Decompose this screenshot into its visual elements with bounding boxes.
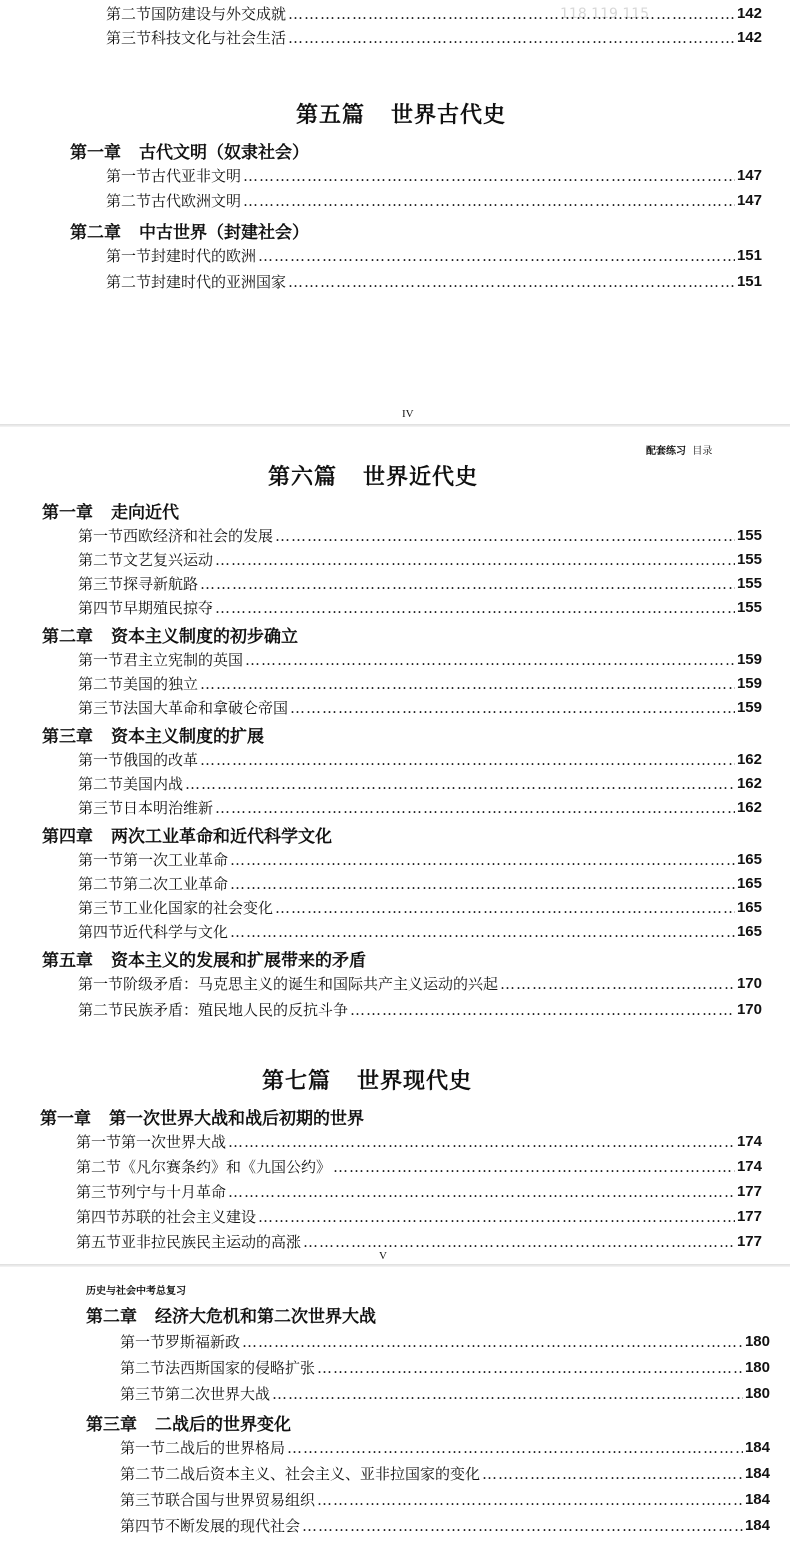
page-number: 162 bbox=[736, 775, 762, 792]
chapter-title: 走向近代 bbox=[111, 503, 179, 523]
toc-entry[interactable] bbox=[78, 598, 762, 618]
chapter-label: 第三章 bbox=[42, 727, 93, 747]
section-label: 第四节 bbox=[78, 599, 124, 617]
dot-leader bbox=[317, 1490, 743, 1510]
chapter-label: 第一章 bbox=[40, 1109, 91, 1129]
section-label: 第二节 bbox=[76, 1158, 122, 1176]
dot-leader bbox=[272, 1384, 743, 1404]
page-number: 151 bbox=[736, 247, 762, 264]
section-label: 第二节 bbox=[78, 551, 124, 569]
section-label: 第一节 bbox=[78, 851, 124, 869]
dot-leader bbox=[215, 598, 735, 618]
chapter-heading[interactable] bbox=[42, 946, 366, 971]
section-title: 不断发展的现代社会 bbox=[165, 1517, 301, 1535]
page-number: 184 bbox=[744, 1439, 770, 1456]
dot-leader bbox=[290, 698, 735, 718]
toc-page-vi bbox=[0, 1262, 790, 1545]
section-label: 第三节 bbox=[120, 1385, 166, 1403]
page-number: 159 bbox=[736, 699, 762, 716]
page-number: 159 bbox=[736, 675, 762, 692]
chapter-heading[interactable] bbox=[42, 622, 298, 647]
header-book: 配套练习 bbox=[646, 446, 686, 457]
chapter-heading[interactable] bbox=[40, 1104, 364, 1129]
dot-leader bbox=[230, 850, 735, 870]
dot-leader bbox=[482, 1464, 743, 1484]
part-label: 第七篇 bbox=[262, 1069, 332, 1094]
dot-leader bbox=[200, 574, 735, 594]
section-label: 第三节 bbox=[120, 1491, 166, 1509]
section-label: 第二节 bbox=[106, 273, 152, 291]
section-title: 科技文化与社会生活 bbox=[151, 29, 287, 47]
page-number: 170 bbox=[736, 1001, 762, 1018]
toc-entry[interactable] bbox=[78, 674, 762, 694]
chapter-title: 二战后的世界变化 bbox=[155, 1415, 291, 1435]
page-number: 165 bbox=[736, 923, 762, 940]
page-number: 165 bbox=[736, 851, 762, 868]
toc-entry[interactable] bbox=[78, 974, 762, 994]
running-header bbox=[646, 442, 712, 457]
section-label: 第四节 bbox=[76, 1208, 122, 1226]
toc-entry[interactable] bbox=[106, 28, 762, 48]
section-title: 法国大革命和拿破仑帝国 bbox=[123, 699, 289, 717]
page-number: 147 bbox=[736, 192, 762, 209]
chapter-label: 第一章 bbox=[70, 143, 121, 163]
page-number: 177 bbox=[736, 1233, 762, 1250]
section-label: 第二节 bbox=[106, 192, 152, 210]
section-title: 列宁与十月革命 bbox=[121, 1183, 227, 1201]
section-title: 二战后的世界格局 bbox=[165, 1439, 286, 1457]
dot-leader bbox=[303, 1232, 735, 1252]
section-title: 民族矛盾：殖民地人民的反抗斗争 bbox=[123, 1001, 349, 1019]
page-numeral: V bbox=[379, 1250, 387, 1262]
part-label: 第五篇 bbox=[296, 103, 366, 128]
page-number: 155 bbox=[736, 575, 762, 592]
section-label: 第一节 bbox=[120, 1333, 166, 1351]
section-label: 第二节 bbox=[78, 875, 124, 893]
part-title: 世界近代史 bbox=[363, 465, 479, 490]
part-heading bbox=[262, 1064, 472, 1095]
section-title: 早期殖民掠夺 bbox=[123, 599, 214, 617]
page-numeral: IV bbox=[402, 408, 414, 420]
toc-entry[interactable] bbox=[78, 1000, 762, 1020]
page-number: 184 bbox=[744, 1491, 770, 1508]
section-title: 美国内战 bbox=[123, 775, 184, 793]
chapter-title: 古代文明（奴隶社会） bbox=[139, 143, 309, 163]
chapter-heading[interactable] bbox=[70, 218, 309, 243]
toc-entry[interactable] bbox=[120, 1464, 770, 1484]
bleed-through-text: 118 119 115 bbox=[560, 6, 650, 22]
page-number: 180 bbox=[744, 1385, 770, 1402]
header-section: 目录 bbox=[692, 446, 713, 457]
dot-leader bbox=[288, 28, 735, 48]
section-title: 近代科学与文化 bbox=[123, 923, 229, 941]
section-label: 第一节 bbox=[106, 247, 152, 265]
section-label: 第二节 bbox=[78, 675, 124, 693]
chapter-label: 第二章 bbox=[42, 627, 93, 647]
part-title: 世界现代史 bbox=[357, 1069, 473, 1094]
section-title: 日本明治维新 bbox=[123, 799, 214, 817]
toc-entry[interactable] bbox=[76, 1132, 762, 1152]
toc-entry[interactable] bbox=[78, 798, 762, 818]
toc-page-iv bbox=[0, 0, 790, 420]
part-heading bbox=[296, 98, 506, 129]
dot-leader bbox=[317, 1358, 743, 1378]
section-label: 第一节 bbox=[78, 527, 124, 545]
chapter-label: 第四章 bbox=[42, 827, 93, 847]
page-number: 174 bbox=[736, 1158, 762, 1175]
toc-entry[interactable] bbox=[120, 1490, 770, 1510]
section-label: 第二节 bbox=[106, 5, 152, 23]
toc-entry[interactable] bbox=[76, 1157, 762, 1177]
toc-entry[interactable] bbox=[106, 246, 762, 266]
section-title: 二战后资本主义、社会主义、亚非拉国家的变化 bbox=[165, 1465, 481, 1483]
section-label: 第三节 bbox=[78, 799, 124, 817]
dot-leader bbox=[288, 272, 735, 292]
page-number: 155 bbox=[736, 599, 762, 616]
section-label: 第一节 bbox=[78, 751, 124, 769]
toc-entry[interactable] bbox=[106, 4, 762, 24]
section-title: 苏联的社会主义建设 bbox=[121, 1208, 257, 1226]
chapter-label: 第五章 bbox=[42, 951, 93, 971]
chapter-heading[interactable] bbox=[42, 498, 179, 523]
page-number: 165 bbox=[736, 875, 762, 892]
part-heading bbox=[268, 460, 478, 491]
dot-leader bbox=[287, 1438, 743, 1458]
toc-entry[interactable] bbox=[120, 1332, 770, 1352]
section-title: 古代欧洲文明 bbox=[151, 192, 242, 210]
toc-entry[interactable] bbox=[78, 874, 762, 894]
section-title: 封建时代的亚洲国家 bbox=[151, 273, 287, 291]
section-label: 第一节 bbox=[120, 1439, 166, 1457]
section-title: 联合国与世界贸易组织 bbox=[165, 1491, 316, 1509]
dot-leader bbox=[230, 874, 735, 894]
section-title: 封建时代的欧洲 bbox=[151, 247, 257, 265]
chapter-title: 资本主义的发展和扩展带来的矛盾 bbox=[111, 951, 366, 971]
page-number: 170 bbox=[736, 975, 762, 992]
dot-leader bbox=[185, 774, 735, 794]
section-label: 第二节 bbox=[78, 775, 124, 793]
chapter-title: 第一次世界大战和战后初期的世界 bbox=[109, 1109, 364, 1129]
page-number: 162 bbox=[736, 799, 762, 816]
chapter-label: 第三章 bbox=[86, 1415, 137, 1435]
toc-entry[interactable] bbox=[76, 1182, 762, 1202]
section-title: 第二次世界大战 bbox=[165, 1385, 271, 1403]
page-number: 177 bbox=[736, 1183, 762, 1200]
part-label: 第六篇 bbox=[268, 465, 338, 490]
toc-entry[interactable] bbox=[78, 574, 762, 594]
section-title: 文艺复兴运动 bbox=[123, 551, 214, 569]
toc-entry[interactable] bbox=[120, 1438, 770, 1458]
section-title: 第一次世界大战 bbox=[121, 1133, 227, 1151]
page-number: 151 bbox=[736, 273, 762, 290]
section-title: 古代亚非文明 bbox=[151, 167, 242, 185]
chapter-heading[interactable] bbox=[86, 1302, 376, 1327]
section-label: 第四节 bbox=[78, 923, 124, 941]
toc-entry[interactable] bbox=[78, 774, 762, 794]
dot-leader bbox=[333, 1157, 735, 1177]
section-title: 探寻新航路 bbox=[123, 575, 199, 593]
chapter-title: 资本主义制度的初步确立 bbox=[111, 627, 298, 647]
section-title: 国防建设与外交成就 bbox=[151, 5, 287, 23]
chapter-title: 中古世界（封建社会） bbox=[139, 223, 309, 243]
section-title: 罗斯福新政 bbox=[165, 1333, 241, 1351]
page-number: 165 bbox=[736, 899, 762, 916]
dot-leader bbox=[275, 526, 735, 546]
toc-entry[interactable] bbox=[78, 850, 762, 870]
chapter-heading[interactable] bbox=[70, 138, 309, 163]
section-title: 第一次工业革命 bbox=[123, 851, 229, 869]
toc-entry[interactable] bbox=[120, 1384, 770, 1404]
dot-leader bbox=[242, 1332, 743, 1352]
page-number: 155 bbox=[736, 551, 762, 568]
page-number: 180 bbox=[744, 1359, 770, 1376]
section-label: 第三节 bbox=[76, 1183, 122, 1201]
chapter-title: 资本主义制度的扩展 bbox=[111, 727, 264, 747]
dot-leader bbox=[228, 1182, 735, 1202]
chapter-heading[interactable] bbox=[86, 1410, 291, 1435]
page-number: 184 bbox=[744, 1517, 770, 1534]
dot-leader bbox=[245, 650, 735, 670]
dot-leader bbox=[275, 898, 735, 918]
dot-leader bbox=[230, 922, 735, 942]
chapter-heading[interactable] bbox=[42, 722, 264, 747]
section-title: 西欧经济和社会的发展 bbox=[123, 527, 274, 545]
toc-entry[interactable] bbox=[76, 1232, 762, 1252]
section-title: 第二次工业革命 bbox=[123, 875, 229, 893]
section-title: 法西斯国家的侵略扩张 bbox=[165, 1359, 316, 1377]
toc-entry[interactable] bbox=[106, 166, 762, 186]
page-number: 147 bbox=[736, 167, 762, 184]
dot-leader bbox=[288, 4, 735, 24]
section-label: 第四节 bbox=[120, 1517, 166, 1535]
page-number: 159 bbox=[736, 651, 762, 668]
toc-entry[interactable] bbox=[106, 191, 762, 211]
toc-entry[interactable] bbox=[120, 1358, 770, 1378]
section-title: 阶级矛盾：马克思主义的诞生和国际共产主义运动的兴起 bbox=[123, 975, 499, 993]
chapter-label: 第一章 bbox=[42, 503, 93, 523]
section-label: 第一节 bbox=[78, 975, 124, 993]
dot-leader bbox=[258, 246, 735, 266]
section-label: 第一节 bbox=[106, 167, 152, 185]
section-label: 第一节 bbox=[78, 651, 124, 669]
dot-leader bbox=[200, 750, 735, 770]
section-label: 第一节 bbox=[76, 1133, 122, 1151]
section-title: 《凡尔赛条约》和《九国公约》 bbox=[121, 1158, 332, 1176]
dot-leader bbox=[243, 191, 735, 211]
section-label: 第三节 bbox=[78, 899, 124, 917]
toc-entry[interactable] bbox=[78, 650, 762, 670]
page-number: 142 bbox=[736, 5, 762, 22]
toc-entry[interactable] bbox=[78, 698, 762, 718]
dot-leader bbox=[200, 674, 735, 694]
chapter-title: 两次工业革命和近代科学文化 bbox=[111, 827, 332, 847]
page-number: 177 bbox=[736, 1208, 762, 1225]
page-number: 142 bbox=[736, 29, 762, 46]
toc-page-v bbox=[0, 420, 790, 1262]
page-number: 162 bbox=[736, 751, 762, 768]
dot-leader bbox=[258, 1207, 735, 1227]
dot-leader bbox=[215, 798, 735, 818]
dot-leader bbox=[500, 974, 735, 994]
part-title: 世界古代史 bbox=[391, 103, 507, 128]
section-label: 第三节 bbox=[78, 575, 124, 593]
section-title: 俄国的改革 bbox=[123, 751, 199, 769]
toc-entry[interactable] bbox=[78, 526, 762, 546]
page-number: 184 bbox=[744, 1465, 770, 1482]
dot-leader bbox=[228, 1132, 735, 1152]
chapter-heading[interactable] bbox=[42, 822, 332, 847]
toc-entry[interactable] bbox=[78, 898, 762, 918]
section-title: 亚非拉民族民主运动的高涨 bbox=[121, 1233, 302, 1251]
toc-entry[interactable] bbox=[78, 550, 762, 570]
section-label: 第二节 bbox=[120, 1465, 166, 1483]
page-number: 174 bbox=[736, 1133, 762, 1150]
section-label: 第二节 bbox=[78, 1001, 124, 1019]
section-title: 工业化国家的社会变化 bbox=[123, 899, 274, 917]
section-title: 美国的独立 bbox=[123, 675, 199, 693]
section-label: 第五节 bbox=[76, 1233, 122, 1251]
dot-leader bbox=[302, 1516, 743, 1536]
page-number: 180 bbox=[744, 1333, 770, 1350]
dot-leader bbox=[350, 1000, 735, 1020]
toc-entry[interactable] bbox=[76, 1207, 762, 1227]
section-title: 君主立宪制的英国 bbox=[123, 651, 244, 669]
dot-leader bbox=[243, 166, 735, 186]
chapter-label: 第二章 bbox=[86, 1307, 137, 1327]
running-header bbox=[86, 1282, 186, 1297]
chapter-label: 第二章 bbox=[70, 223, 121, 243]
toc-entry[interactable] bbox=[106, 272, 762, 292]
section-label: 第三节 bbox=[106, 29, 152, 47]
toc-entry[interactable] bbox=[78, 750, 762, 770]
toc-entry[interactable] bbox=[120, 1516, 770, 1536]
header-book-title: 历史与社会中考总复习 bbox=[86, 1286, 186, 1297]
section-label: 第三节 bbox=[78, 699, 124, 717]
chapter-title: 经济大危机和第二次世界大战 bbox=[155, 1307, 376, 1327]
page-number: 155 bbox=[736, 527, 762, 544]
section-label: 第二节 bbox=[120, 1359, 166, 1377]
toc-entry[interactable] bbox=[78, 922, 762, 942]
dot-leader bbox=[215, 550, 735, 570]
